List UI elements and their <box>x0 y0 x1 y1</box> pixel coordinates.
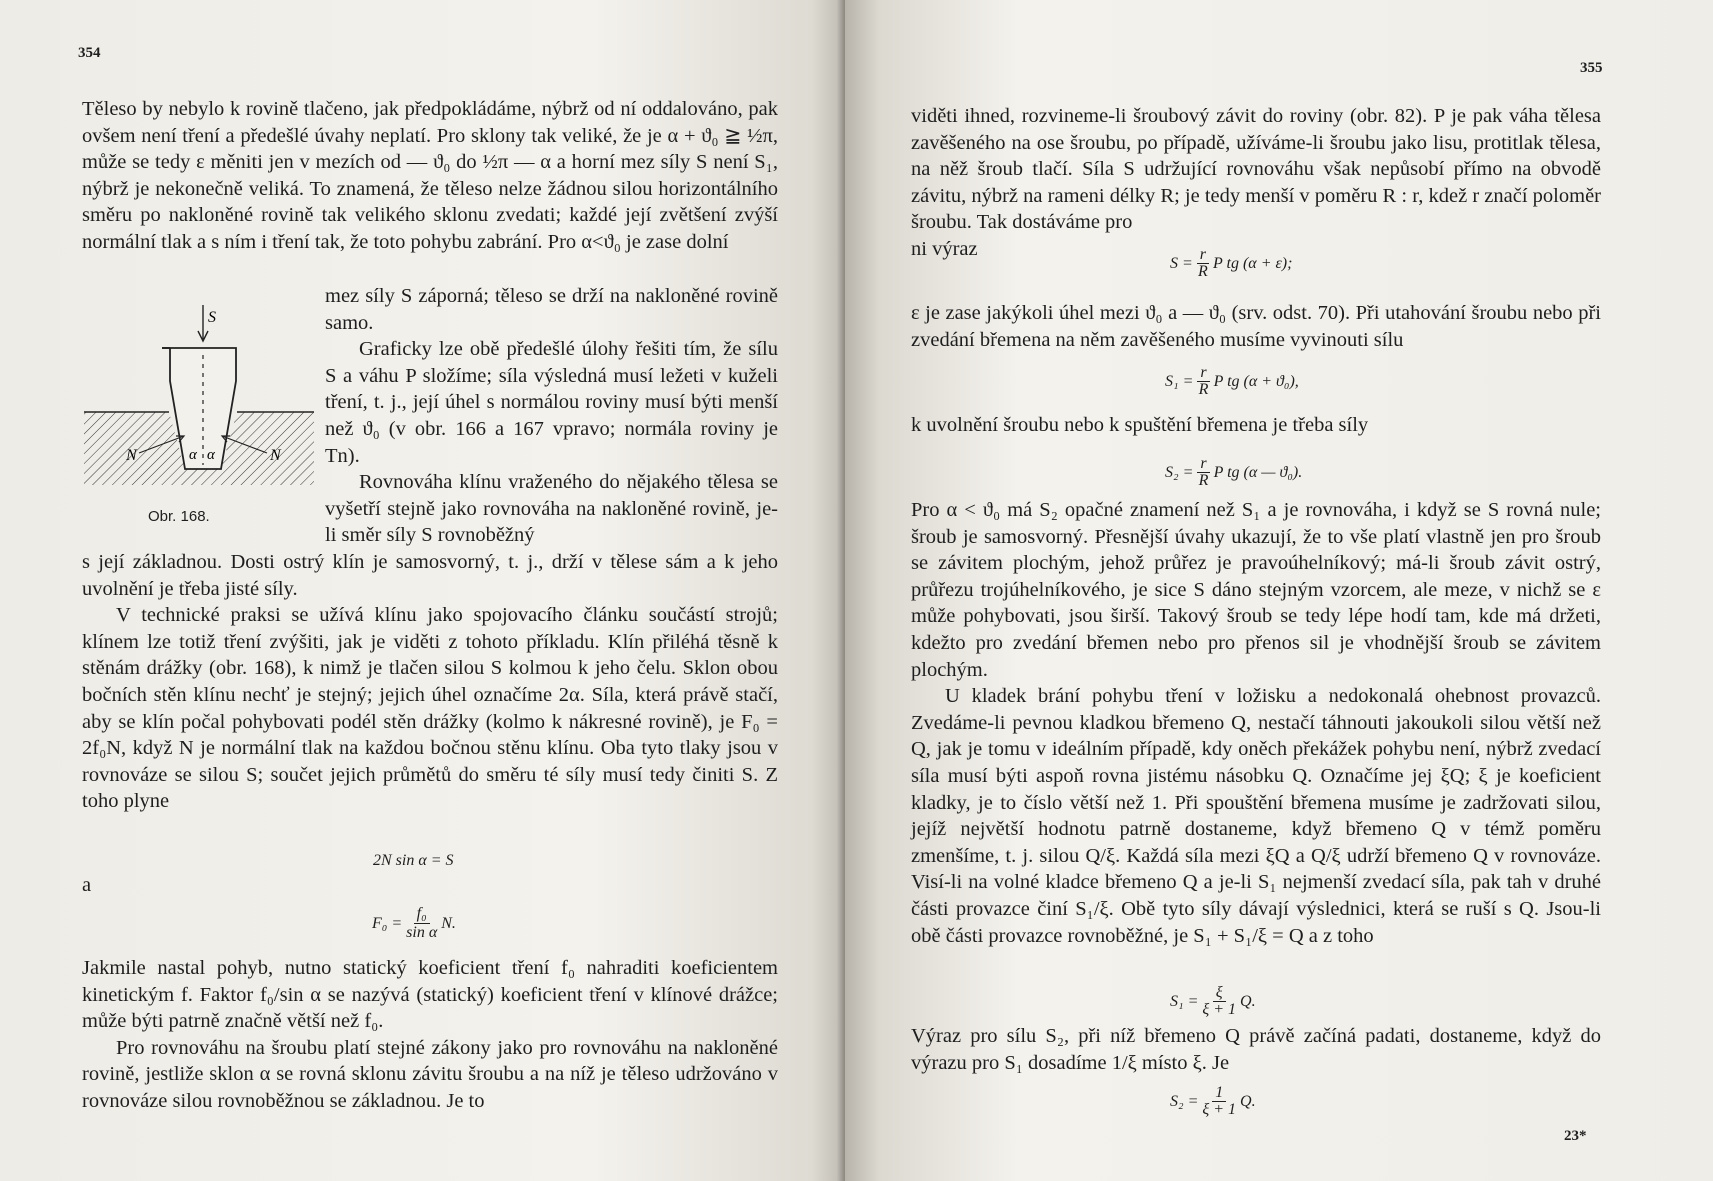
paragraph-text: Těleso by nebylo k rovině tlačeno, jak předpokládáme, nýbrž od ní oddalováno, pak ovšem není tření a předešlé úvahy neplatí. Pro sklony tak veliké, že je α + ϑ₀ ≧ ½π, může se tedy ε měniti jen v mezích od — ϑ₀ do ½π — α a horní mez síly S není S₁, nýbrž je nekonečně veliká. To znamená, že těleso nelze žádnou silou horizontálního směru po nakloněné rovině tak velikého sklonu zvedati; každé její zvětšení zvýší normální tlak a s ním i tření tak, že toto pohybu zabrání. Pro α<ϑ₀ je zase dolní <box>82 98 778 253</box>
equation-s1 <box>1165 365 1299 398</box>
page-number-right: 355 <box>1580 60 1603 76</box>
paragraph-block <box>911 300 1601 353</box>
equation-fraction <box>1197 247 1209 280</box>
word-a: a <box>82 874 92 896</box>
paragraph-text: Rovnováha klínu vraženého do nějakého tělesa se vyšetří stejně jako rovnováha na nakloněné rovině, je-li směr síly S rovnoběžný <box>325 471 778 547</box>
right-page <box>845 0 1713 1181</box>
paragraph-block <box>82 955 778 1115</box>
fraction-denominator: ξ + 1 <box>1202 1001 1237 1018</box>
paragraph-block <box>911 1023 1601 1076</box>
equation-rhs: Q. <box>1240 1092 1256 1110</box>
column-beside-figure <box>325 283 778 549</box>
signature-mark: 23* <box>1564 1128 1587 1144</box>
left-page <box>0 0 845 1181</box>
equation-f0 <box>372 905 456 942</box>
figure-label-alpha-left: α <box>189 447 197 463</box>
equation-rhs: N. <box>441 914 456 932</box>
paragraph-text: mez síly S záporná; těleso se drží na nakloněné rovině samo. <box>325 285 778 334</box>
paragraph-block <box>911 103 1601 263</box>
equation-fraction <box>1202 985 1236 1018</box>
equation-rhs: P tg (α + ϑ₀), <box>1213 372 1299 390</box>
figure-label-n-left: N <box>126 447 137 464</box>
fraction-denominator: R <box>1198 381 1209 398</box>
equation-s2-xi <box>1170 1085 1256 1118</box>
paragraph-text: s její základnou. Dosti ostrý klín je samosvorný, t. j., drží v tělese sám a k jeho uvolnění je třeba jisté síly. <box>82 551 778 600</box>
paragraph-text: k uvolnění šroubu nebo k spuštění břemena je třeba síly <box>911 414 1369 436</box>
paragraph-block <box>911 497 1601 949</box>
equation-2n-sin: 2N sin α = S <box>373 852 454 869</box>
equation-fraction <box>406 905 437 942</box>
page-number-left: 354 <box>78 45 101 61</box>
fraction-numerator: r <box>1197 247 1209 264</box>
fraction-denominator: sin α <box>406 924 438 941</box>
equation-rhs: P tg (α — ϑ₀). <box>1213 463 1303 481</box>
figure-label-n-right: N <box>270 447 281 464</box>
fraction-denominator: R <box>1198 472 1209 489</box>
equation-s1-xi <box>1170 985 1256 1018</box>
fraction-denominator: R <box>1198 263 1208 280</box>
paragraph-text: Pro α < ϑ₀ má S₂ opačné znamení než S₁ a je rovnováha, i když se S rovná nule; šroub je samosvorný. Přesnější úvahy ukazují, že to vše platí vlastně jen pro šroub se závitem plochým, jehož průřez je pravoúhelníkový; má-li šroub závit ostrý, průřezu trojúhelníkového, je sice S dáno stejným vzorcem, ale meze, v nichž se ε může pohybovati, jsou širší. Takový šroub se tedy lépe hodí tam, kde má držeti, kdežto pro zvedání břemen nebo pro přenos sil je vhodnější šroub se závitem plochým. <box>911 499 1601 681</box>
paragraph-text: Graficky lze obě předešlé úlohy řešiti tím, že sílu S a váhu P složíme; síla výsledná musí ležeti v kuželi tření, t. j., její úhel s normálou roviny musí býti menší než ϑ₀ (v obr. 166 a 167 vpravo; normála roviny je Tn). <box>325 338 778 467</box>
fraction-numerator: r <box>1197 365 1209 382</box>
fraction-denominator: ξ + 1 <box>1202 1101 1237 1118</box>
paragraph-text: U kladek brání pohybu tření v ložisku a nedokonalá ohebnost provazců. Zvedáme-li pevnou kladkou břemeno Q, nestačí táhnouti jakoukoli silou větší než Q, jak je tomu v ideálním případě, kdy oněch překážek pohybu není, nýbrž zvedací síla musí býti aspoň rovna jistému násobku Q. Označíme jej ξQ; ξ je koeficient kladky, je to číslo větší než 1. Při spouštění břemena musíme je zadržovati silou, jejíž největší hodnotu patrně dostaneme, když břemeno Q v témž poměru zmenšíme, t. j. silou Q/ξ. Každá síla mezi ξQ a Q/ξ udrží břemeno Q v rovnováze. Visí-li na volné kladce břemeno Q a je-li S₁ nejmenší zvedací síla, pak tah v druhé části provazce činí S₁/ξ. Obě tyto síly dávají výslednici, která se ruší s Q. Jsou-li obě části provazce rovnoběžné, je S₁ + S₁/ξ = Q a z toho <box>911 685 1601 947</box>
equation-fraction <box>1197 456 1209 489</box>
equation-rhs: P tg (α + ε); <box>1213 254 1293 272</box>
fraction-numerator: f₀ <box>414 905 430 924</box>
equation-lhs: S₂ = <box>1165 463 1194 481</box>
paragraph-text: viděti ihned, rozvineme-li šroubový závit do roviny (obr. 82). P je pak váha tělesa zavěšeného na ose šroubu, po případě, užíváme-li šroubu jako lisu, protitlak tělesa, na něž šroub tlačí. Síla S udržující rovnováhu však nepůsobí přímo na obvodě závitu, nýbrž na rameni délky R; je tedy menší v poměru R : r, kdež r značí poloměr šroubu. Tak dostáváme pro <box>911 105 1601 234</box>
paragraph-text: V technické praksi se užívá klínu jako spojovacího článku součástí strojů; klínem lze totiž tření zvýšiti, jak je viděti z tohoto příkladu. Klín přiléhá těsně k stěnám drážky (obr. 168), k nimž je tlačen silou S kolmou k jeho čelu. Sklon obou bočních stěn klínu nechť je stejný; jejich úhel označíme 2α. Síla, která právě stačí, aby se klín počal pohybovati podél stěn drážky (kolmo k nákresné rovině), je F₀ = 2f₀N, když N je normální tlak na každou bočnou stěnu klínu. Oba tyto tlaky jsou v rovnováze se silou S; součet jejich průmětů do směru té síly musí tedy činiti S. Z toho plyne <box>82 604 778 813</box>
paragraph-text: ε je zase jakýkoli úhel mezi ϑ₀ a — ϑ₀ (srv. odst. 70). Při utahování šroubu nebo při zvedání břemena na něm zavěšeného musíme vyvinouti sílu <box>911 302 1601 351</box>
equation-fraction <box>1197 365 1209 398</box>
equation-fraction <box>1202 1085 1236 1118</box>
equation-s <box>1170 247 1292 280</box>
equation-s2 <box>1165 456 1302 489</box>
equation-lhs: S = <box>1170 254 1193 272</box>
paragraph-text: Pro rovnováhu na šroubu platí stejné zákony jako pro rovnováhu na nakloněné rovině, jestliže sklon α se rovná sklonu závitu šroubu a na níž je těleso udržováno v rovnováze silou rovnoběžnou se základnou. Je to <box>82 1036 778 1112</box>
equation-lhs: S₁ = <box>1170 992 1199 1010</box>
equation-lhs: F₀ = <box>372 914 403 932</box>
paragraph-block <box>82 549 778 815</box>
paragraph-text: Výraz pro sílu S₂, při níž břemeno Q právě začíná padati, dostaneme, když do výrazu pro S₁ dosadíme 1/ξ místo ξ. Je <box>911 1025 1601 1074</box>
paragraph-text: Jakmile nastal pohyb, nutno statický koeficient tření f₀ nahraditi koeficientem kinetickým f. Faktor f₀/sin α se nazývá (statický) koeficient tření v klínové drážce; může býti patrně značně větší než f₀. <box>82 957 778 1033</box>
figure-wedge-diagram <box>84 305 314 503</box>
figure-label-s: S <box>208 309 216 326</box>
fraction-numerator: ξ <box>1213 985 1226 1002</box>
figure-label-alpha-right: α <box>207 447 215 463</box>
equation-lhs: S₂ = <box>1170 1092 1199 1110</box>
paragraph-top <box>82 96 778 256</box>
equation-rhs: Q. <box>1240 992 1256 1010</box>
paragraph-text: ni výraz <box>911 237 978 260</box>
fraction-numerator: r <box>1197 456 1209 473</box>
fraction-numerator: 1 <box>1212 1085 1226 1102</box>
equation-lhs: S₁ = <box>1165 372 1194 390</box>
figure-caption: Obr. 168. <box>148 508 210 525</box>
